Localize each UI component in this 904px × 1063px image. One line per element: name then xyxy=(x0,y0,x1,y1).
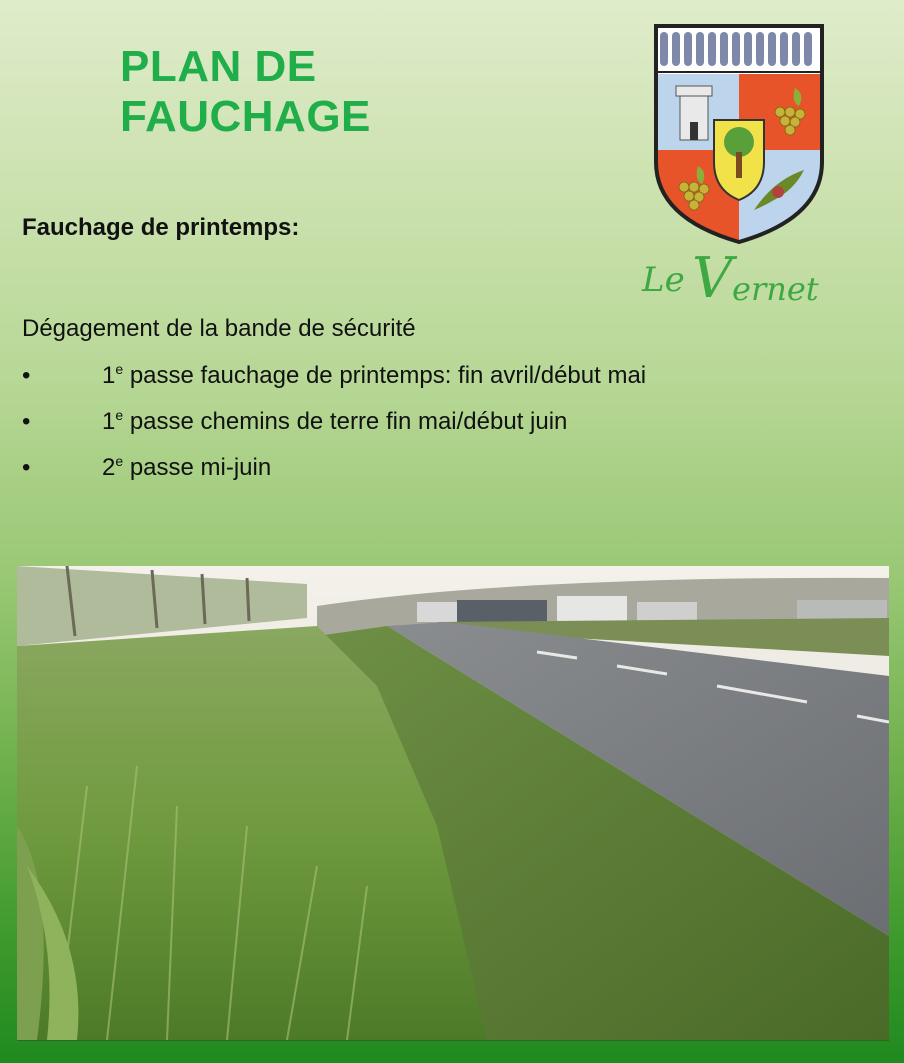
bullet-icon: • xyxy=(22,362,31,389)
intro-text: Dégagement de la bande de sécurité xyxy=(22,315,416,342)
logo-ernet: ernet xyxy=(732,270,819,308)
section-heading: Fauchage de printemps: xyxy=(22,214,300,241)
item-text: passe chemins de terre fin mai/début juin xyxy=(123,408,568,435)
bullet-icon: • xyxy=(22,454,31,481)
bullet-icon: • xyxy=(22,408,31,435)
roadside-photo-graphic xyxy=(17,566,889,1040)
logo-le: Le xyxy=(642,260,685,300)
le-vernet-logo xyxy=(640,248,840,318)
page-title: PLAN DE FAUCHAGE xyxy=(120,42,371,141)
item-number: 2 xyxy=(102,454,116,481)
item-text: passe fauchage de printemps: fin avril/début mai xyxy=(123,362,647,389)
item-text: passe mi-juin xyxy=(123,454,272,481)
item-number: 1 xyxy=(102,408,116,435)
item-suffix: e xyxy=(115,407,124,423)
item-suffix: e xyxy=(115,361,124,377)
item-suffix: e xyxy=(115,453,124,469)
coat-of-arms-logo xyxy=(650,22,828,246)
logo-v: V xyxy=(692,246,733,311)
roadside-photo xyxy=(17,566,889,1041)
item-number: 1 xyxy=(102,362,116,389)
